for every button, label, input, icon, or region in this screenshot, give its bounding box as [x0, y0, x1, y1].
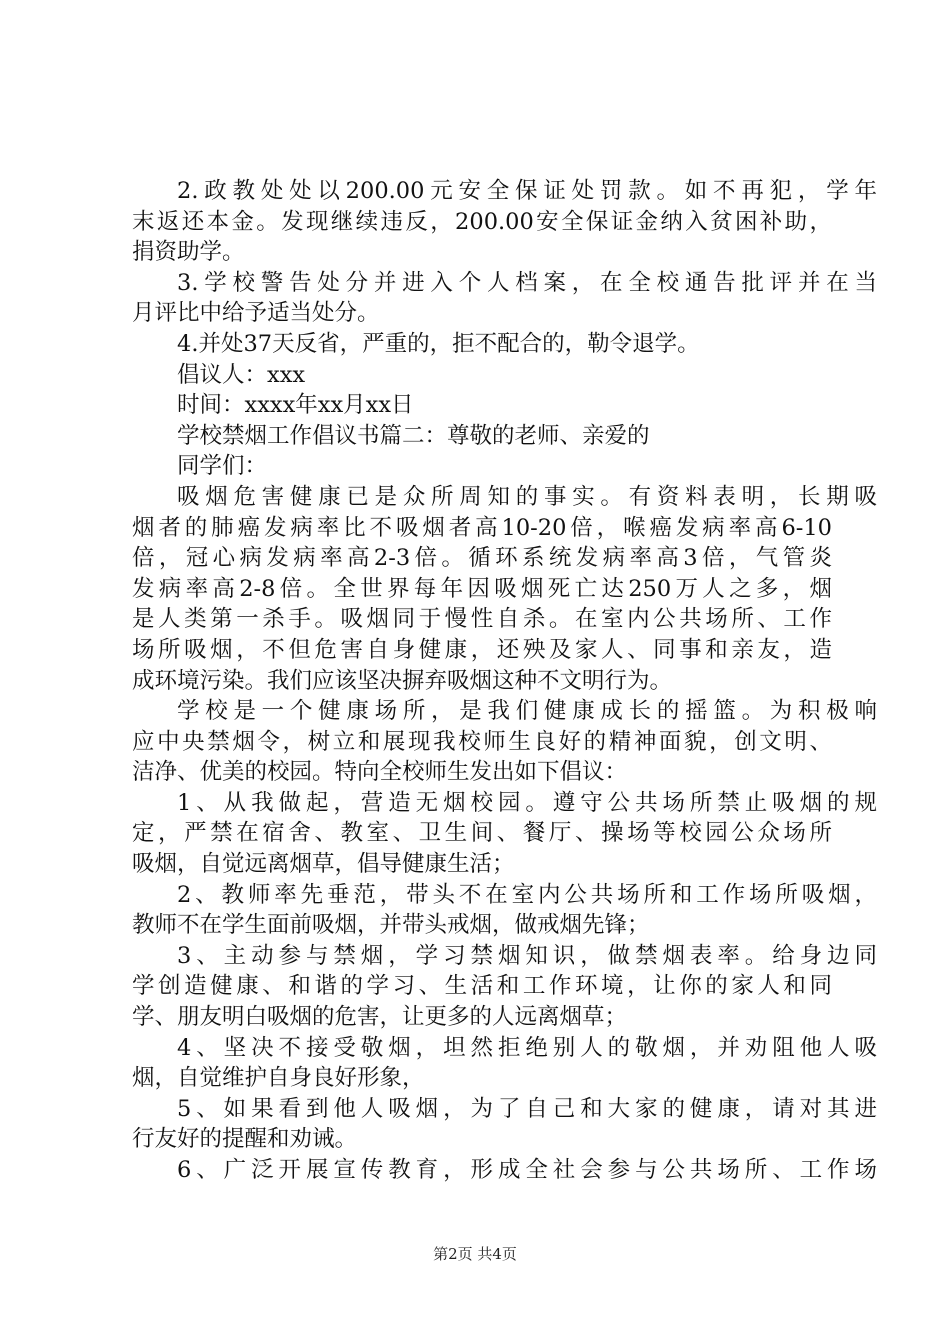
salutation: 同学们： — [177, 453, 268, 480]
text-line: 4.并处37天反省，严重的，拒不配合的，勒令退学。 — [177, 330, 700, 357]
text-line: 行友好的提醒和劝诫。 — [132, 1126, 358, 1153]
list-item-5: 5、如果看到他人吸烟，为了自己和大家的健康，请对其进 — [177, 1095, 877, 1122]
text-line: 末返还本金。发现继续违反，200.00安全保证金纳入贫困补助， — [132, 208, 832, 235]
text-line: 烟，自觉维护自身良好形象， — [132, 1065, 425, 1092]
text-line: 烟者的肺癌发病率比不吸烟者高10-20倍，喉癌发病率高6-10 — [132, 514, 832, 541]
text-line: 发病率高2-8倍。全世界每年因吸烟死亡达250万人之多，烟 — [132, 575, 832, 602]
text-line: 吸烟危害健康已是众所周知的事实。有资料表明，长期吸 — [177, 483, 877, 510]
text-line: 月评比中给予适当处分。 — [132, 300, 380, 327]
page-number: 第2页 共4页 — [433, 1245, 517, 1263]
text-line: 应中央禁烟令，树立和展现我校师生良好的精神面貌，创文明、 — [132, 728, 832, 755]
text-line: 倍，冠心病发病率高2-3倍。循环系统发病率高3倍，气管炎 — [132, 545, 832, 572]
list-item-1: 1、从我做起，营造无烟校园。遵守公共场所禁止吸烟的规 — [177, 789, 877, 816]
list-item-2: 2、教师率先垂范，带头不在室内公共场所和工作场所吸烟， — [177, 881, 877, 908]
text-line: 学校是一个健康场所，是我们健康成长的摇篮。为积极响 — [177, 698, 877, 725]
signatory-line: 倡议人：xxx — [177, 361, 306, 388]
text-line: 吸烟，自觉远离烟草，倡导健康生活； — [132, 851, 515, 878]
text-line: 教师不在学生面前吸烟，并带头戒烟，做戒烟先锋； — [132, 912, 650, 939]
section-title: 学校禁烟工作倡议书篇二：尊敬的老师、亲爱的 — [177, 422, 650, 449]
list-item-4: 4、坚决不接受敬烟，坦然拒绝别人的敬烟，并劝阻他人吸 — [177, 1034, 877, 1061]
text-line: 洁净、优美的校园。特向全校师生发出如下倡议： — [132, 759, 628, 786]
text-line: 学、朋友明白吸烟的危害，让更多的人远离烟草； — [132, 1004, 628, 1031]
text-line: 定，严禁在宿舍、教室、卫生间、餐厅、操场等校园公众场所 — [132, 820, 832, 847]
text-line: 3.学校警告处分并进入个人档案，在全校通告批评并在当 — [177, 269, 877, 296]
text-line: 场所吸烟，不但危害自身健康，还殃及家人、同事和亲友，造 — [132, 636, 832, 663]
list-item-6: 6、广泛开展宣传教育，形成全社会参与公共场所、工作场 — [177, 1157, 877, 1183]
date-line: 时间：xxxx年xx月xx日 — [177, 392, 414, 419]
text-line: 是人类第一杀手。吸烟同于慢性自杀。在室内公共场所、工作 — [132, 606, 832, 633]
text-line: 学创造健康、和谐的学习、生活和工作环境，让你的家人和同 — [132, 973, 832, 1000]
list-item-3: 3、主动参与禁烟，学习禁烟知识，做禁烟表率。给身边同 — [177, 942, 877, 969]
document-body — [132, 176, 877, 1186]
text-line: 2.政教处处以200.00元安全保证处罚款。如不再犯，学年 — [177, 178, 877, 204]
text-line: 捐资助学。 — [132, 239, 245, 266]
text-line: 成环境污染。我们应该坚决摒弃吸烟这种不文明行为。 — [132, 667, 673, 694]
